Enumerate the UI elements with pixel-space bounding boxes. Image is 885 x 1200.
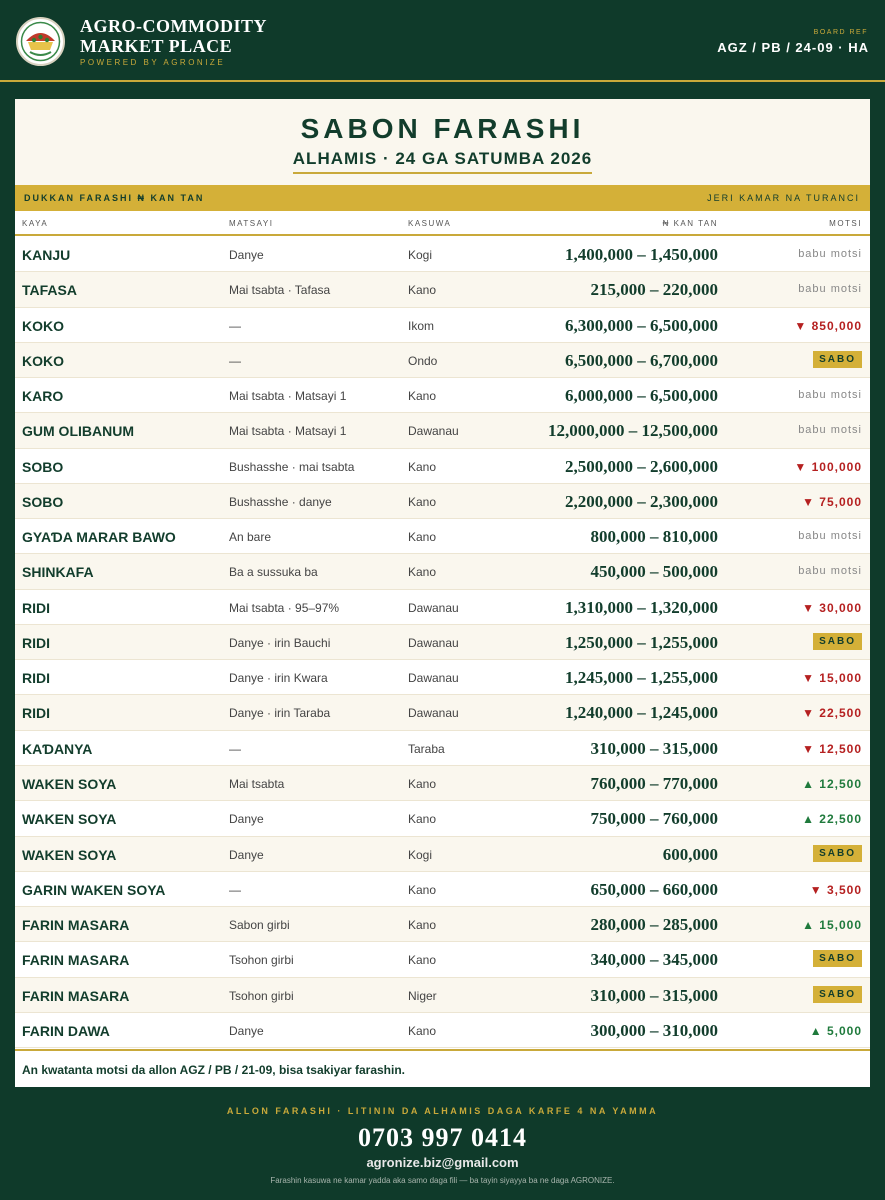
cell-price: 800,000 – 810,000 — [590, 527, 718, 547]
column-header-matsayi: MATSAYI — [229, 219, 274, 228]
title-block — [15, 99, 870, 185]
cell-change: babu motsi — [798, 248, 862, 260]
cell-price: 6,500,000 – 6,700,000 — [565, 350, 718, 370]
cell-price: 215,000 – 220,000 — [590, 280, 718, 300]
cell-market: Kano — [408, 776, 437, 791]
cell-market: Ikom — [408, 318, 435, 333]
cell-change: ▼ 15,000 — [802, 671, 862, 686]
cell-price: 310,000 – 315,000 — [590, 738, 718, 758]
footer-phone[interactable]: 0703 997 0414 — [358, 1123, 527, 1152]
cell-commodity: KOKO — [22, 317, 64, 334]
cell-market: Kano — [408, 459, 437, 474]
cell-market: Dawanau — [408, 424, 459, 439]
cell-market: Kano — [408, 565, 437, 580]
cell-market: Kano — [408, 882, 437, 897]
footnote — [15, 1049, 870, 1087]
column-header-price: ₦ KAN TAN — [662, 219, 718, 228]
cell-commodity: FARIN MASARA — [22, 952, 130, 969]
cell-price: 6,000,000 – 6,500,000 — [565, 386, 718, 406]
table-row — [15, 872, 870, 907]
cell-commodity: RIDI — [22, 705, 50, 722]
agronize-logo-icon — [16, 17, 65, 66]
cell-market: Kano — [408, 283, 437, 298]
cell-change: SABO — [813, 633, 862, 650]
cell-grade: — — [229, 741, 241, 756]
cell-market: Kano — [408, 953, 437, 968]
table-row — [15, 978, 870, 1013]
cell-grade: Danye · irin Bauchi — [229, 635, 331, 650]
table-row — [15, 837, 870, 872]
cell-price: 2,500,000 – 2,600,000 — [565, 456, 718, 476]
cell-market: Kogi — [408, 847, 433, 862]
cell-grade: Sabon girbi — [229, 918, 290, 933]
cell-market: Niger — [408, 988, 437, 1003]
cell-commodity: FARIN MASARA — [22, 917, 130, 934]
board-date: ALHAMIS · 24 GA SATUMBA 2026 — [293, 149, 592, 174]
cell-change: SABO — [813, 950, 862, 967]
cell-price: 300,000 – 310,000 — [590, 1020, 718, 1040]
cell-commodity: GYAƊA MARAR BAWO — [22, 529, 176, 546]
brand-title-line2: MARKET PLACE — [80, 36, 233, 56]
cell-grade: Danye — [229, 1023, 264, 1038]
cell-change: SABO — [813, 845, 862, 862]
cell-change: ▼ 3,500 — [809, 882, 862, 897]
brand-subtitle: POWERED BY AGRONIZE — [80, 58, 226, 67]
table-row — [15, 343, 870, 378]
cell-grade: Danye — [229, 847, 264, 862]
cell-grade: Danye · irin Taraba — [229, 706, 331, 721]
cell-commodity: SOBO — [22, 493, 64, 510]
cell-market: Kano — [408, 389, 437, 404]
cell-commodity: FARIN DAWA — [22, 1022, 110, 1039]
cell-change: ▼ 75,000 — [802, 494, 862, 509]
cell-commodity: KOKO — [22, 352, 64, 369]
cell-commodity: WAKEN SOYA — [22, 811, 117, 828]
cell-grade: Mai tsabta · Tafasa — [229, 283, 331, 298]
cell-price: 450,000 – 500,000 — [590, 562, 718, 582]
cell-change: ▼ 22,500 — [802, 706, 862, 721]
cell-price: 1,240,000 – 1,245,000 — [565, 703, 718, 723]
cell-market: Dawanau — [408, 671, 459, 686]
cell-change: ▲ 12,500 — [802, 776, 862, 791]
table-row — [15, 413, 870, 448]
cell-grade: Mai tsabta — [229, 776, 285, 791]
table-row — [15, 449, 870, 484]
table-row — [15, 766, 870, 801]
cell-price: 1,245,000 – 1,255,000 — [565, 668, 718, 688]
cell-market: Kano — [408, 812, 437, 827]
cell-price: 340,000 – 345,000 — [590, 950, 718, 970]
footnote-text: An kwatanta motsi da allon AGZ / PB / 21-09, bisa tsakiyar farashin. — [22, 1063, 406, 1077]
cell-change: babu motsi — [798, 565, 862, 578]
cell-change: babu motsi — [798, 389, 862, 402]
cell-commodity: KAƊANYA — [22, 740, 93, 757]
price-board — [15, 99, 870, 1087]
cell-price: 760,000 – 770,000 — [590, 773, 718, 793]
cell-grade: Ba a sussuka ba — [229, 565, 318, 580]
column-header-motsi: MOTSI — [829, 219, 862, 228]
cell-market: Kano — [408, 918, 437, 933]
cell-price: 650,000 – 660,000 — [590, 879, 718, 899]
cell-price: 1,310,000 – 1,320,000 — [565, 597, 718, 617]
table-row — [15, 907, 870, 942]
table-row — [15, 308, 870, 343]
cell-grade: Bushasshe · danye — [229, 494, 332, 509]
cell-grade: Tsohon girbi — [229, 988, 294, 1003]
table-row — [15, 942, 870, 977]
cell-commodity: KANJU — [22, 247, 71, 263]
cell-commodity: SHINKAFA — [22, 564, 94, 581]
cell-market: Ondo — [408, 353, 438, 368]
cell-commodity: WAKEN SOYA — [22, 775, 117, 792]
table-row — [15, 625, 870, 660]
cell-grade: Bushasshe · mai tsabta — [229, 459, 355, 474]
cell-change: ▼ 850,000 — [794, 318, 862, 333]
cell-grade: Mai tsabta · Matsayi 1 — [229, 424, 347, 439]
board-ref-label: BOARD REF — [813, 29, 868, 36]
cell-price: 280,000 – 285,000 — [590, 915, 718, 935]
table-row — [15, 660, 870, 695]
cell-grade: Tsohon girbi — [229, 953, 294, 968]
cell-change: ▲ 22,500 — [802, 812, 862, 827]
cell-grade: Danye — [229, 248, 264, 262]
cell-market: Dawanau — [408, 706, 459, 721]
cell-grade: Mai tsabta · Matsayi 1 — [229, 389, 347, 404]
cell-change: ▲ 15,000 — [802, 918, 862, 933]
footer-email[interactable]: agronize.biz@gmail.com — [366, 1155, 519, 1170]
cell-market: Kano — [408, 1023, 437, 1038]
cell-grade: Mai tsabta · 95–97% — [229, 600, 340, 615]
table-row — [15, 484, 870, 519]
cell-change: babu motsi — [798, 424, 862, 437]
cell-grade: Danye — [229, 812, 264, 827]
cell-commodity: SOBO — [22, 458, 64, 475]
cell-market: Dawanau — [408, 635, 459, 650]
cell-price: 6,300,000 – 6,500,000 — [565, 315, 718, 335]
cell-change: ▲ 5,000 — [809, 1023, 862, 1038]
cell-price: 2,200,000 – 2,300,000 — [565, 491, 718, 511]
table-row — [15, 272, 870, 307]
board-ref-value: AGZ / PB / 24-09 · HA — [717, 40, 869, 55]
cell-commodity: RIDI — [22, 670, 50, 687]
table-row — [15, 695, 870, 730]
table-row — [15, 1013, 870, 1048]
table-body — [15, 237, 870, 1048]
cell-price: 1,250,000 – 1,255,000 — [565, 632, 718, 652]
footer-disclaimer: Farashin kasuwa ne kamar yadda aka samo daga fili — ba tayin siyayya ba ne daga AGRONIZE. — [270, 1176, 615, 1185]
cell-commodity: RIDI — [22, 634, 50, 651]
table-row — [15, 519, 870, 554]
table-row — [15, 731, 870, 766]
column-header-kasuwa: KASUWA — [408, 219, 452, 228]
cell-change: ▼ 12,500 — [802, 741, 862, 756]
table-row — [15, 237, 870, 272]
cell-price: 600,000 — [662, 844, 718, 864]
table-row — [15, 554, 870, 589]
cell-change: babu motsi — [798, 530, 862, 543]
column-header-kaya: KAYA — [22, 219, 49, 228]
cell-grade: — — [229, 353, 241, 368]
cell-market: Dawanau — [408, 600, 459, 615]
cell-market: Kano — [408, 494, 437, 509]
table-row — [15, 590, 870, 625]
footer-schedule: ALLON FARASHI · LITININ DA ALHAMIS DAGA KARFE 4 NA YAMMA — [226, 1106, 659, 1116]
cell-price: 12,000,000 – 12,500,000 — [548, 421, 718, 441]
cell-change: SABO — [813, 986, 862, 1003]
cell-grade: Danye · irin Kwara — [229, 671, 328, 686]
cell-change: ▼ 30,000 — [802, 600, 862, 615]
cell-grade: — — [229, 882, 241, 897]
cell-market: Taraba — [408, 741, 445, 756]
page-title: SABON FARASHI — [300, 113, 585, 144]
brand-title-line1: AGRO-COMMODITY — [80, 16, 267, 36]
cell-grade: — — [229, 318, 241, 333]
cell-commodity: GARIN WAKEN SOYA — [22, 881, 166, 898]
table-row — [15, 801, 870, 836]
band-right-label: JERI KAMAR NA TURANCI — [707, 193, 860, 203]
cell-commodity: KARO — [22, 388, 64, 405]
cell-grade: An bare — [229, 530, 272, 545]
table-row — [15, 378, 870, 413]
cell-change: babu motsi — [798, 283, 862, 296]
table-header — [15, 211, 870, 236]
cell-commodity: TAFASA — [22, 282, 77, 299]
cell-market: Kogi — [408, 248, 433, 262]
cell-price: 1,400,000 – 1,450,000 — [565, 245, 718, 264]
section-band — [15, 185, 870, 211]
cell-commodity: GUM OLIBANUM — [22, 423, 134, 440]
cell-change: SABO — [813, 351, 862, 368]
cell-commodity: RIDI — [22, 599, 50, 616]
cell-market: Kano — [408, 530, 437, 545]
cell-price: 310,000 – 315,000 — [590, 985, 718, 1005]
cell-commodity: FARIN MASARA — [22, 987, 130, 1004]
cell-change: ▼ 100,000 — [794, 459, 862, 474]
band-left-label: DUKKAN FARASHI ₦ KAN TAN — [24, 193, 205, 203]
footer — [0, 1087, 885, 1200]
header — [0, 0, 885, 82]
cell-price: 750,000 – 760,000 — [590, 809, 718, 829]
cell-commodity: WAKEN SOYA — [22, 846, 117, 863]
